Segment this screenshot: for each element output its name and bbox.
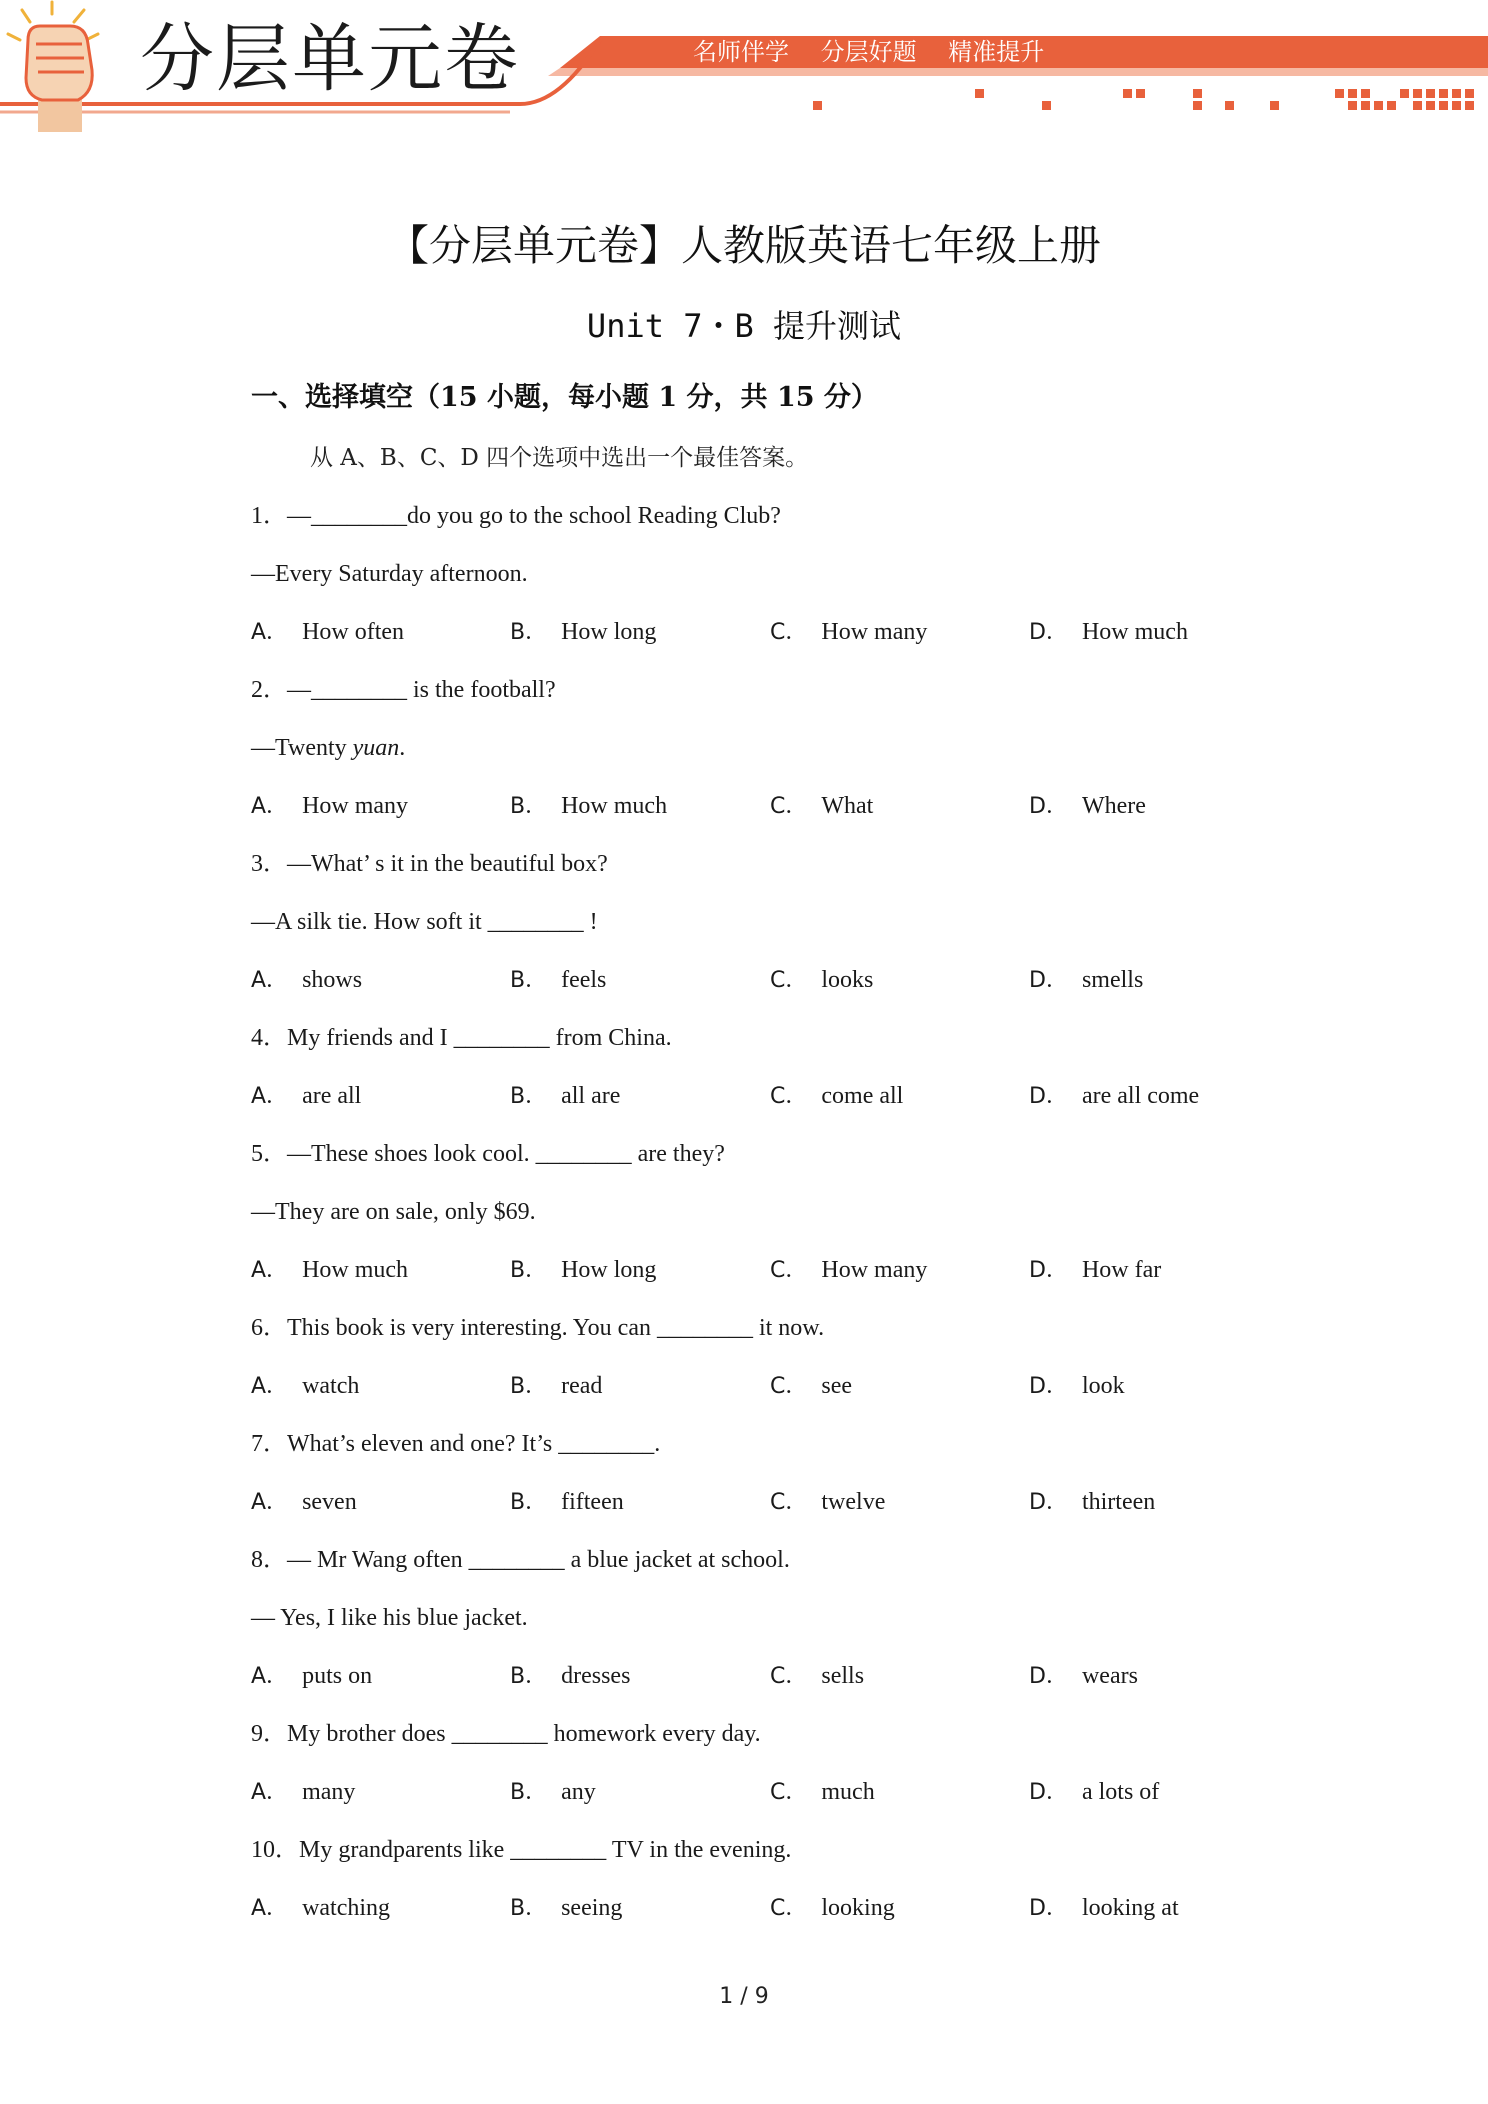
question-5-option-b[interactable]: B． How long xyxy=(510,1257,657,1283)
section-instruction: 从 A、B、C、D 四个选项中选出一个最佳答案。 xyxy=(310,445,809,471)
question-6-option-b[interactable]: B． read xyxy=(510,1373,603,1399)
question-8-option-d[interactable]: D． wears xyxy=(1029,1663,1138,1689)
question-8-option-b[interactable]: B． dresses xyxy=(510,1663,631,1689)
question-3-options xyxy=(251,962,1291,998)
question-1-option-d[interactable]: D． How much xyxy=(1029,619,1188,645)
question-3-stem: 3．—What’ s it in the beautiful box? xyxy=(251,851,608,877)
question-4-stem: 4．My friends and I ________ from China. xyxy=(251,1025,672,1051)
question-6-option-d[interactable]: D． look xyxy=(1029,1373,1125,1399)
question-2-stem: 2．—________ is the football? xyxy=(251,677,556,703)
question-10-options xyxy=(251,1890,1291,1926)
question-4-option-c[interactable]: C． come all xyxy=(770,1083,904,1109)
question-7-option-b[interactable]: B． fifteen xyxy=(510,1489,624,1515)
question-8-options xyxy=(251,1658,1291,1694)
document-title: 【分层单元卷】人教版英语七年级上册 xyxy=(386,221,1101,270)
question-2-option-d[interactable]: D． Where xyxy=(1029,793,1146,819)
question-7-option-c[interactable]: C． twelve xyxy=(770,1489,886,1515)
header-slogans xyxy=(693,36,1068,68)
question-8-answer-line: — Yes, I like his blue jacket. xyxy=(251,1605,528,1631)
question-1-stem: 1．—________do you go to the school Reading Club? xyxy=(251,503,781,529)
question-1-options xyxy=(251,614,1291,650)
question-9-option-c[interactable]: C． much xyxy=(770,1779,875,1805)
question-9-options xyxy=(251,1774,1291,1810)
question-8-stem: 8．— Mr Wang often ________ a blue jacket at school. xyxy=(251,1547,790,1573)
question-3-option-d[interactable]: D． smells xyxy=(1029,967,1144,993)
page-number: 1 / 9 xyxy=(719,1984,769,2009)
question-3-option-c[interactable]: C． looks xyxy=(770,967,874,993)
question-10-option-a[interactable]: A． watching xyxy=(251,1895,391,1921)
slogan-2: 分层好题 xyxy=(820,38,917,66)
question-5-stem: 5．—These shoes look cool. ________ are they? xyxy=(251,1141,725,1167)
question-4-option-b[interactable]: B． all are xyxy=(510,1083,621,1109)
question-4-option-d[interactable]: D． are all come xyxy=(1029,1083,1200,1109)
decorative-squares xyxy=(813,89,1474,110)
question-9-stem: 9．My brother does ________ homework every day. xyxy=(251,1721,761,1747)
document-subtitle: Unit 7・B 提升测试 xyxy=(586,307,902,345)
question-10-option-d[interactable]: D． looking at xyxy=(1029,1895,1179,1921)
question-7-option-a[interactable]: A． seven xyxy=(251,1489,357,1515)
question-3-option-a[interactable]: A． shows xyxy=(251,967,363,993)
question-6-option-c[interactable]: C． see xyxy=(770,1373,853,1399)
page-header xyxy=(0,0,1488,140)
question-9-option-b[interactable]: B． any xyxy=(510,1779,596,1805)
question-2-option-a[interactable]: A． How many xyxy=(251,793,409,819)
question-10-stem: 10．My grandparents like ________ TV in the evening. xyxy=(251,1837,792,1863)
question-1-option-b[interactable]: B． How long xyxy=(510,619,657,645)
question-9-option-d[interactable]: D． a lots of xyxy=(1029,1779,1160,1805)
brand-title: 分层单元卷 xyxy=(140,16,520,102)
question-8-option-a[interactable]: A． puts on xyxy=(251,1663,373,1689)
question-5-option-c[interactable]: C． How many xyxy=(770,1257,928,1283)
slogan-3: 精准提升 xyxy=(948,38,1045,66)
question-3-option-b[interactable]: B． feels xyxy=(510,967,607,993)
question-5-option-d[interactable]: D． How far xyxy=(1029,1257,1162,1283)
question-5-answer-line: —They are on sale, only $69. xyxy=(251,1199,536,1225)
question-7-option-d[interactable]: D． thirteen xyxy=(1029,1489,1156,1515)
question-6-option-a[interactable]: A． watch xyxy=(251,1373,360,1399)
question-3-answer-line: —A silk tie. How soft it ________ ! xyxy=(251,909,598,935)
question-1-option-a[interactable]: A． How often xyxy=(251,619,405,645)
section-heading: 一、选择填空（15 小题，每小题 1 分，共 15 分） xyxy=(251,382,878,413)
question-2-option-b[interactable]: B． How much xyxy=(510,793,668,819)
question-6-stem: 6．This book is very interesting. You can ________ it now. xyxy=(251,1315,825,1341)
question-7-stem: 7．What’s eleven and one? It’s ________. xyxy=(251,1431,661,1457)
question-10-option-b[interactable]: B． seeing xyxy=(510,1895,623,1921)
slogan-1: 名师伴学 xyxy=(693,38,789,66)
question-5-options xyxy=(251,1252,1291,1288)
question-2-options xyxy=(251,788,1291,824)
question-6-options xyxy=(251,1368,1291,1404)
question-4-options xyxy=(251,1078,1291,1114)
question-10-option-c[interactable]: C． looking xyxy=(770,1895,895,1921)
question-5-option-a[interactable]: A． How much xyxy=(251,1257,409,1283)
question-1-option-c[interactable]: C． How many xyxy=(770,619,928,645)
question-1-answer-line: —Every Saturday afternoon. xyxy=(251,561,528,587)
question-7-options xyxy=(251,1484,1291,1520)
question-4-option-a[interactable]: A． are all xyxy=(251,1083,362,1109)
question-2-answer-line: —Twenty yuan. xyxy=(251,735,406,761)
question-8-option-c[interactable]: C． sells xyxy=(770,1663,865,1689)
question-2-option-c[interactable]: C． What xyxy=(770,793,874,819)
question-9-option-a[interactable]: A． many xyxy=(251,1779,356,1805)
